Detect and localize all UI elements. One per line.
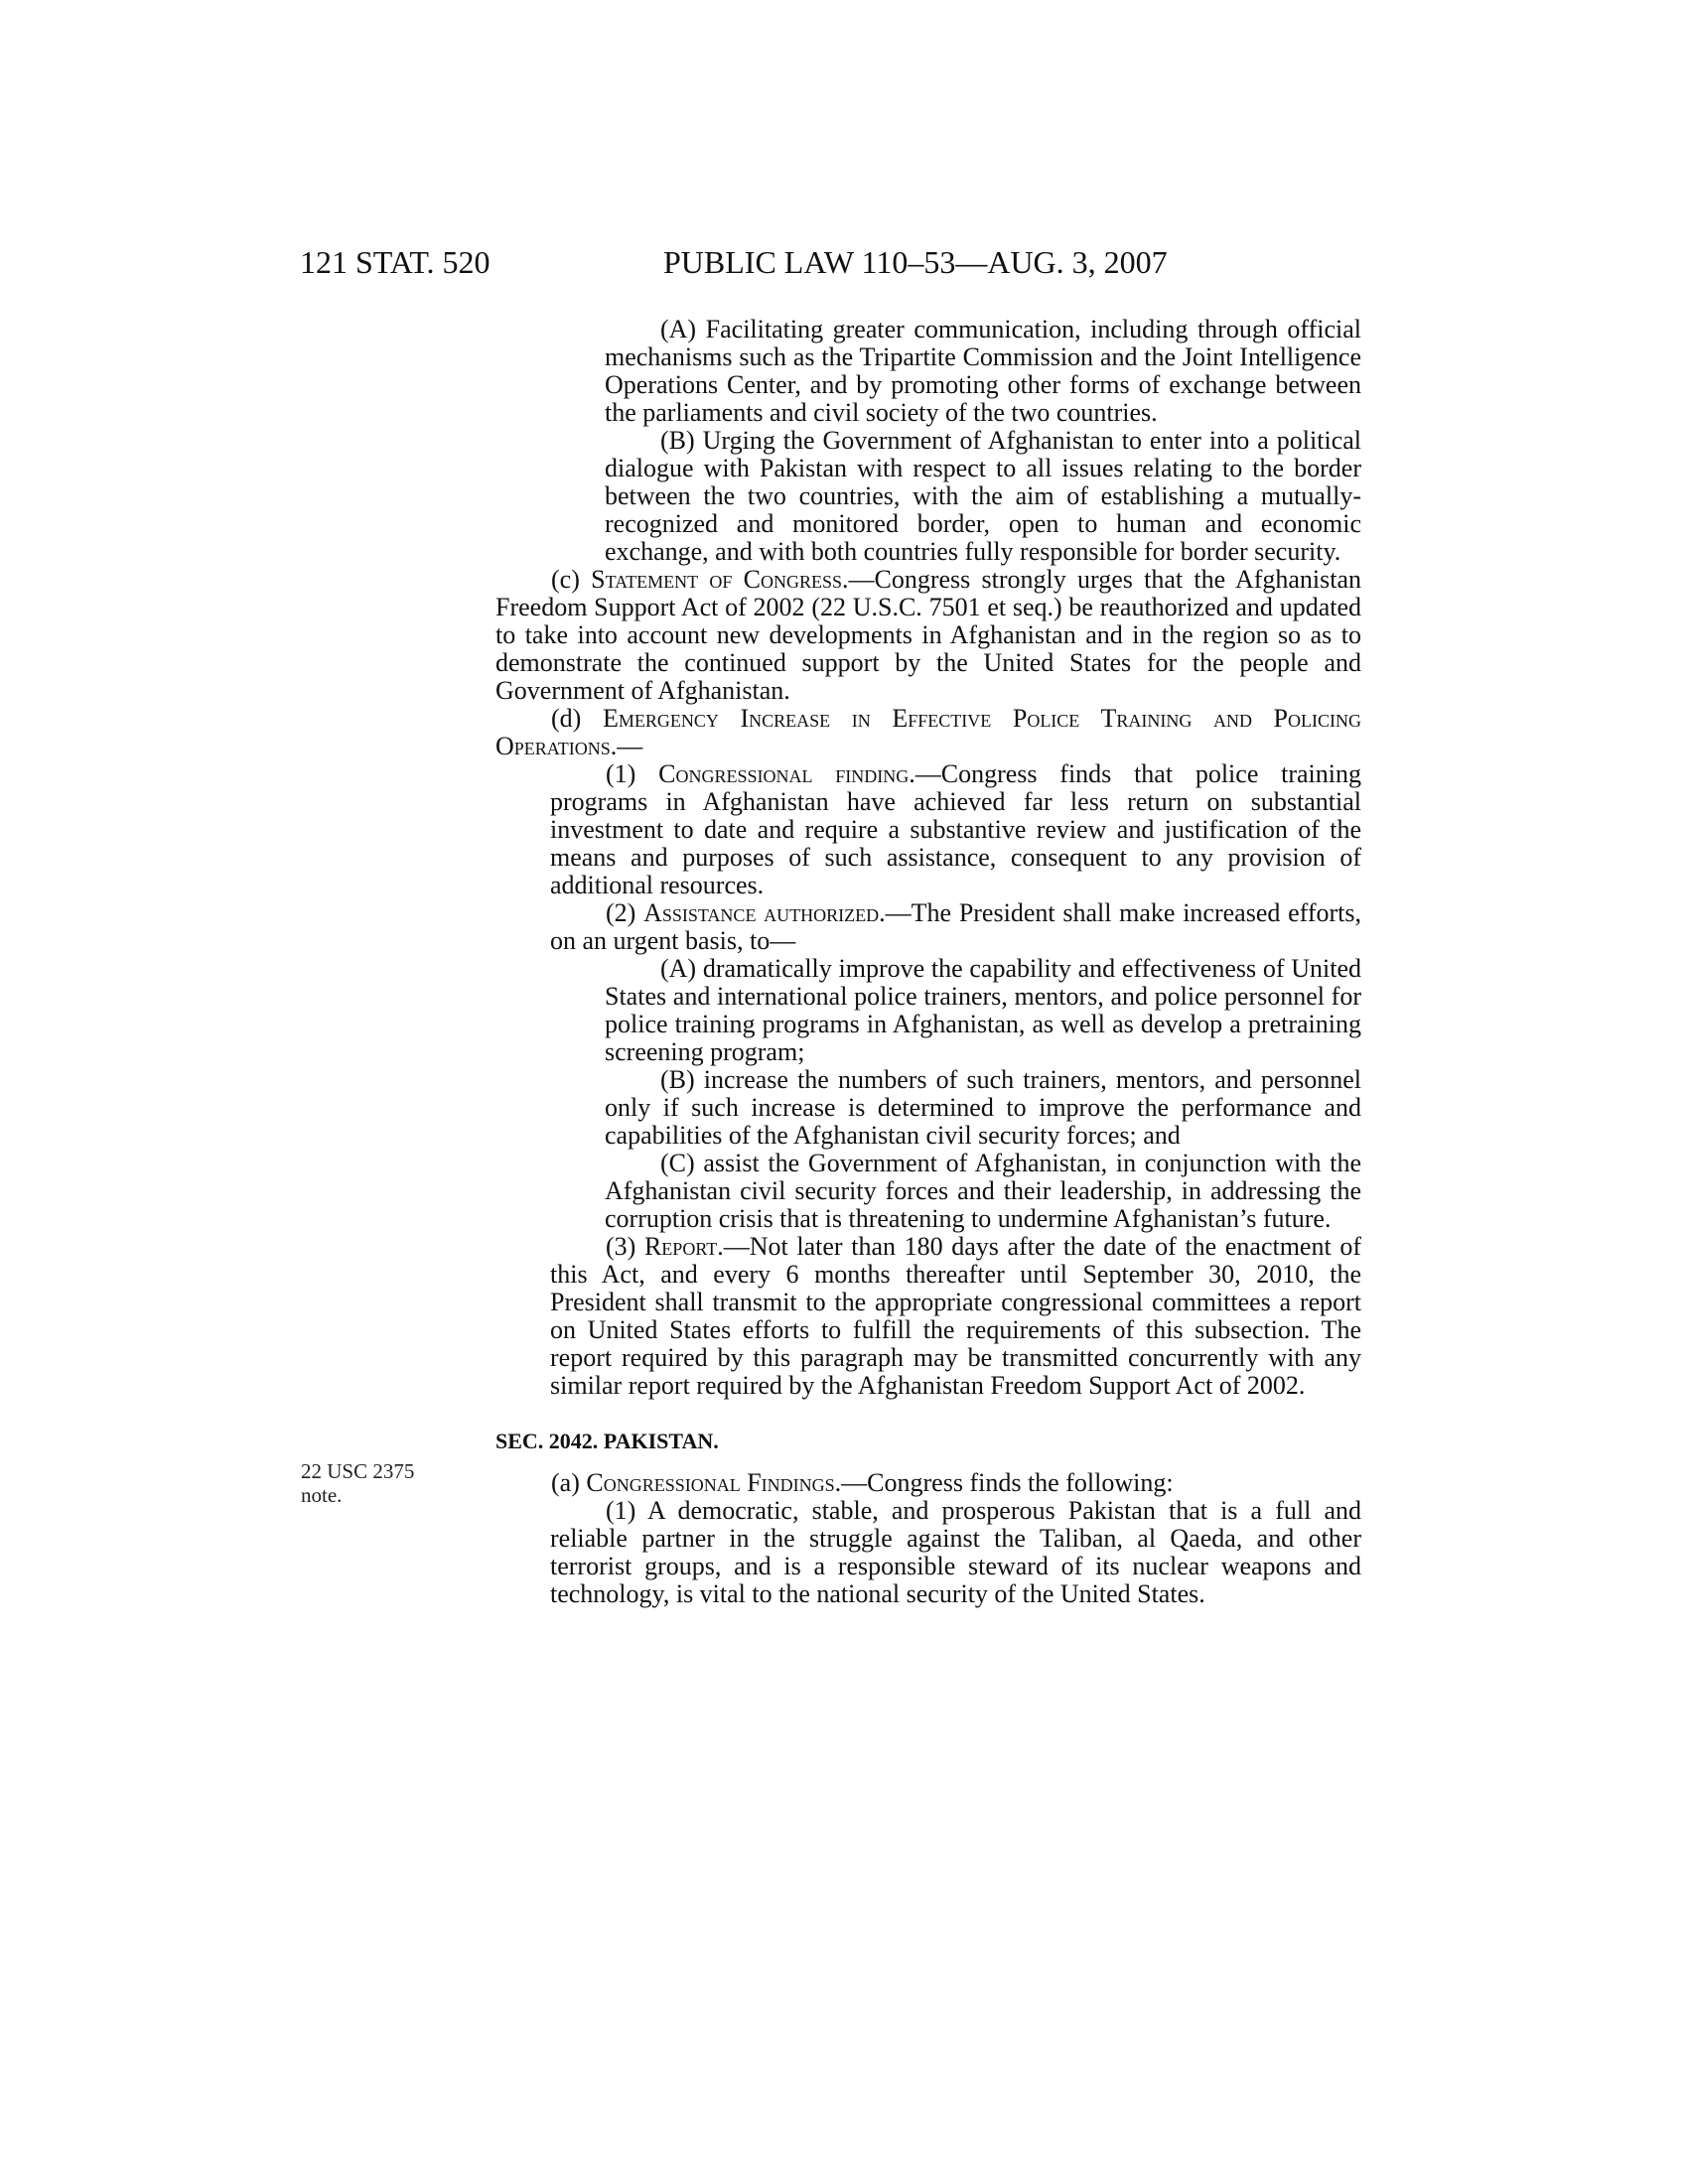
paragraph-d-1-text: —Congress finds that police training programs in Afghanistan have achieved far less return on substantial investment to date and require a substantive review and justification of the means and purposes of such assistance, consequent to any provision of additional resources. bbox=[550, 759, 1361, 899]
paragraph-d-2-number: (2) bbox=[606, 898, 636, 927]
paragraph-d-heading: Emergency Increase in Effective Police Training and Policing Operations. bbox=[495, 704, 1362, 760]
document-body bbox=[0, 316, 1688, 1608]
paragraph-d-2 bbox=[550, 899, 1361, 955]
section-heading: SEC. 2042. PAKISTAN. bbox=[495, 1429, 719, 1453]
paragraph-sec-a bbox=[495, 1469, 1361, 1497]
margin-note-line-1: 22 USC 2375 bbox=[301, 1459, 415, 1483]
paragraph-c-heading: Statement of Congress. bbox=[591, 565, 849, 594]
statute-page-number: 121 STAT. 520 bbox=[300, 244, 491, 280]
paragraph-sec-a-heading: Congressional Findings. bbox=[586, 1468, 842, 1497]
paragraph-d-2-text: —The President shall make increased efforts, on an urgent basis, to— bbox=[550, 898, 1361, 955]
paragraph-b-B: (B) Urging the Government of Afghanistan to enter into a political dialogue with Pakistan with respect to all issues relating to the border between the two countries, with the aim of establishing a mutually-recognized and monitored border, open to human and economic exchange, and with both countries fully responsible for border security. bbox=[605, 426, 1361, 566]
paragraph-b-A: (A) Facilitating greater communication, including through official mechanisms such as the Tripartite Commission and the Joint Intelligence Operations Center, and by promoting other forms of exchange between the parliaments and civil society of the two countries. bbox=[605, 315, 1361, 427]
paragraph-d-1-heading: Congressional finding. bbox=[658, 759, 915, 788]
paragraph-sec-a-text: —Congress finds the following: bbox=[841, 1468, 1174, 1497]
paragraph-d bbox=[495, 705, 1361, 760]
paragraph-d-2-B: (B) increase the numbers of such trainers, mentors, and personnel only if such increase is determined to improve the performance and capabilities of the Afghanistan civil security forces; and bbox=[605, 1065, 1361, 1150]
section-2042 bbox=[0, 1428, 1688, 1608]
paragraph-c-text: —Congress strongly urges that the Afghanistan Freedom Support Act of 2002 (22 U.S.C. 7501 et seq.) be reauthorized and updated to take into account new developments in Afghanistan and in the region so as to demonstrate the continued support by the United States for the people and Government of Afghanistan. bbox=[495, 565, 1362, 705]
paragraph-c bbox=[495, 566, 1361, 705]
paragraph-d-1 bbox=[550, 760, 1361, 899]
margin-note-line-2: note. bbox=[301, 1483, 343, 1507]
paragraph-d-dash: — bbox=[617, 732, 643, 760]
paragraph-d-2-A: (A) dramatically improve the capability and effectiveness of United States and international police trainers, mentors, and police personnel for police training programs in Afghanistan, as well as develop a pretraining screening program; bbox=[605, 954, 1361, 1066]
paragraph-d-3-heading: Report. bbox=[643, 1232, 724, 1261]
margin-note bbox=[301, 1459, 414, 1507]
page-header bbox=[0, 244, 1688, 288]
running-head: PUBLIC LAW 110–53—AUG. 3, 2007 bbox=[663, 244, 1168, 280]
paragraph-d-3-number: (3) bbox=[606, 1232, 636, 1261]
paragraph-d-2-C: (C) assist the Government of Afghanistan, in conjunction with the Afghanistan civil security forces and their leadership, in addressing the corruption crisis that is threatening to undermine Afghanistan’s future. bbox=[605, 1149, 1361, 1233]
paragraph-c-number: (c) bbox=[551, 565, 580, 594]
paragraph-d-number: (d) bbox=[551, 704, 582, 733]
paragraph-d-3-text: —Not later than 180 days after the date of the enactment of this Act, and every 6 months thereafter until September 30, 2010, the President shall transmit to the appropriate congressional committees a report on United States efforts to fulfill the requirements of this subsection. The report required by this paragraph may be transmitted concurrently with any similar report required by the Afghanistan Freedom Support Act of 2002. bbox=[550, 1232, 1361, 1400]
paragraph-sec-a-number: (a) bbox=[551, 1468, 580, 1497]
paragraph-sec-a-1: (1) A democratic, stable, and prosperous Pakistan that is a full and reliable partner in the struggle against the Taliban, al Qaeda, and other terrorist groups, and is a responsible steward of its nuclear weapons and technology, is vital to the national security of the United States. bbox=[550, 1496, 1361, 1608]
paragraph-d-3 bbox=[550, 1233, 1361, 1400]
paragraph-d-2-heading: Assistance authorized. bbox=[643, 898, 886, 927]
paragraph-d-1-number: (1) bbox=[606, 759, 636, 788]
